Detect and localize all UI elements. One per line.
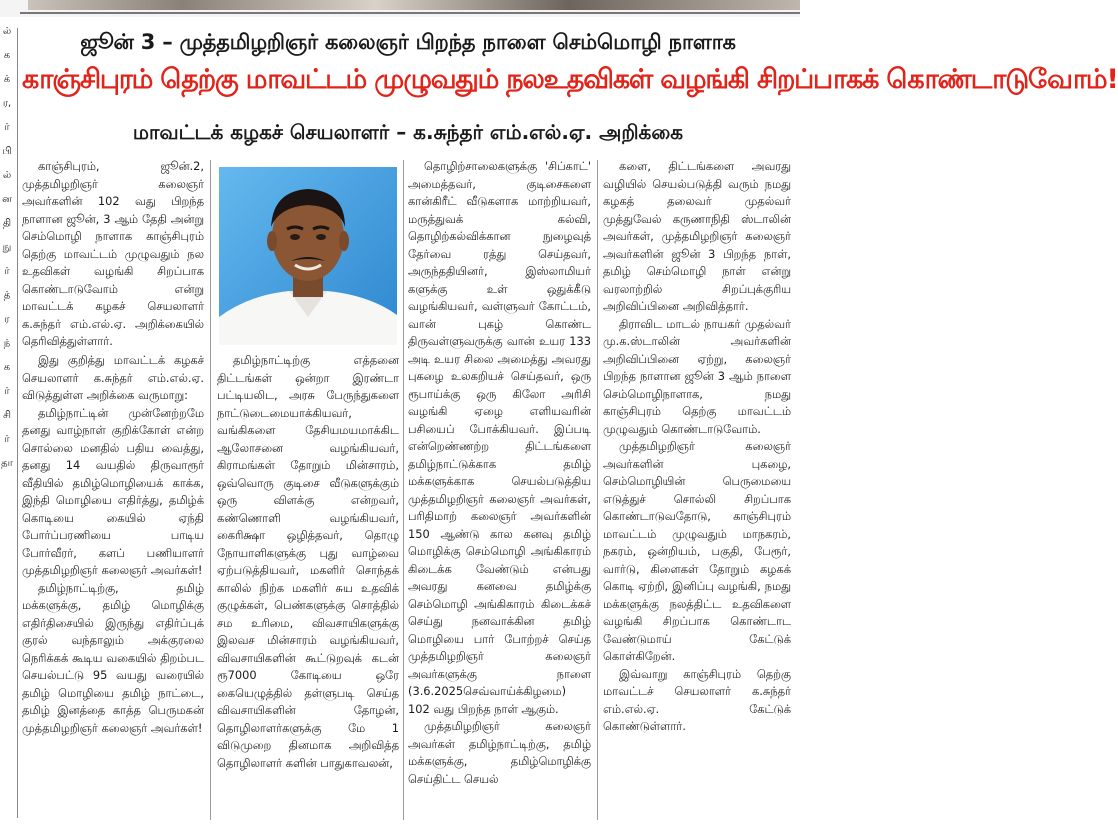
headline-main: காஞ்சிபுரம் தெற்கு மாவட்டம் முழுவதும் நலஉதவிகள் வழங்கி சிறப்பாகக் கொண்டாடுவோம்!: [22, 64, 1118, 95]
article-column-1: [22, 352, 204, 737]
paragraph: இவ்வாறு காஞ்சிபுரம் தெற்கு மாவட்டச் செயலாளர் க.சுந்தர் எம்.எல்.ஏ. கேட்டுக் கொண்டுள்ளார்.: [603, 666, 791, 733]
article-column-2: [217, 352, 399, 772]
article-column-4: [603, 158, 791, 736]
portrait-illustration: [219, 167, 397, 345]
paragraph: தமிழ்நாட்டிற்கு எத்தனை திட்டங்கள் ஒன்றா இரண்டா பட்டியலிட, அரசு பேருந்துகளை நாட்டுடைமையாக்கியவர், வங்கிகளை தேசியமயமாக்கிட ஆலோசனை வழங்கியவர், கிராமங்கள் தோறும் மின்சாரம், ஒவ்வொரு குடிசை வீடுகளுக்கும் ஒரு விளக்கு என்றவர், கண்ணொளி வழங்கியவர், கைரிக்ஷா ஒழித்தவர், தொழு நோயாளிகளுக்கு புது வாழ்வை ஏற்படுத்தியவர், மகளிர் சொந்தக் காலில் நிற்க மகளிர் சுய உதவிக் குழுக்கள், பெண்களுக்கு சொத்தில் சம உரிமை, விவசாயிகளுக்கு இலவச மின்சாரம் வழங்கியவர், விவசாயிகளின் கூட்டுறவுக் கடன் ரூ7000 கோடியை ஒரே கையெழுத்தில் தள்ளுபடி செய்த விவசாயிகளின் தோழன், தொழிலாளர்களுக்கு மே 1 விடுமுறை தினமாக அறிவித்த தொழிலாளர் களின் பாதுகாவலன்,: [217, 353, 399, 770]
previous-photo-edge: [28, 0, 800, 10]
paragraph: தொழிற்சாலைகளுக்கு 'சிப்காட்' அமைத்தவர், குடிசைகளை கான்கிரீட் வீடுகளாக மாற்றியவர், மருத்துவக் கல்வி, தொழிற்கல்விக்கான நுழைவுத் தேர்வை ரத்து செய்தவர், அருந்ததியினர், இஸ்லாமியர் களுக்கு உள் ஒதுக்கீடு வழங்கியவர், வள்ளுவர் கோட்டம், வான் புகழ் கொண்ட திருவள்ளுவருக்கு வான் உயர 133 அடி உயர சிலை அமைத்து அவரது புகழை உலகறியச் செய்தவர், ஒரு ரூபாய்க்கு ஒரு கிலோ அரிசி வழங்கி ஏழை எளியவரின் பசியைப் போக்கியவர். இப்படி என்றெண்ணற்ற திட்டங்களை தமிழ்நாட்டுக்காக தமிழ் மக்களுக்காக செயல்படுத்திய முத்தமிழறிஞர் கலைஞர் அவர்கள், பரிதிமாற் கலைஞர் அவர்களின் 150 ஆண்டு கால கனவு தமிழ் மொழிக்கு செம்மொழி அங்கிகாரம் கிடைக்க வேண்டும் என்பது அவரது கனவை தமிழ்க்கு செம்மொழி அங்கிகாரம் கிடைக்கச் செய்து நனவாக்கின தமிழ் மொழியை பார் போற்றச் செய்த முத்தமிழறிஞர் கலைஞர் அவர்களுக்கு நாளை (3.6.2025செவ்வாய்க்கிழமை) 102 வது பிறந்த நாள் ஆகும்.: [408, 159, 591, 716]
column-divider: [210, 160, 211, 820]
paragraph: திராவிட மாடல் நாயகர் முதல்வர் மு.க.ஸ்டாலின் அவர்களின் அறிவிப்பினை ஏற்று, கலைஞர் பிறந்த நாளான ஜூன் 3 ஆம் நாளை செம்மொழிநாளாக, நமது காஞ்சிபுரம் தெற்கு மாவட்டம் முழுவதும் கொண்டாடுவோம்.: [603, 316, 791, 436]
paragraph: முத்தமிழறிஞர் கலைஞர் அவர்கள் தமிழ்நாட்டிற்கு, தமிழ் மக்களுக்கு, தமிழ்மொழிக்கு செய்திட்ட செயல்: [408, 719, 591, 786]
top-rule: [20, 12, 800, 14]
paragraph: தமிழ்நாட்டின் முன்னேற்றமே தனது வாழ்நாள் குறிக்கோள் என்ற சொல்லை மனதில் பதிய வைத்து, தனது 14 வயதில் திருவாரூர் வீதியில் தமிழ்மொழியைக் காக்க, இந்தி மொழியை எதிர்த்து, தமிழ்க் கொடியை கையில் ஏந்தி போர்ப்பரணியை பாடிய போர்வீரர், களப் பணியாளர் முத்தமிழறிஞர் கலைஞர் அவர்கள்!: [22, 405, 204, 577]
column-divider: [597, 160, 598, 820]
paragraph: களை, திட்டங்களை அவரது வழியில் செயல்படுத்தி வரும் நமது கழகத் தலைவர் முதல்வர் முத்துவேல் கருணாநிதி ஸ்டாலின் அவர்கள், முத்தமிழறிஞர் கலைஞர் அவர்களின் ஜூன் 3 பிறந்த நாள், தமிழ் செம்மொழி நாள் என்று வரலாற்றில் சிறப்புக்குரிய அறிவிப்பினை அறிவித்தார்.: [603, 159, 791, 313]
column-divider: [403, 160, 404, 820]
adjacent-column-fragment: ல் க க் ர, ர் பி ல் ன தி நு ர் த் ர ந் க ர் சி ர் தா: [1, 26, 13, 469]
paragraph: காஞ்சிபுரம், ஜூன்.2, முத்தமிழறிஞர் கலைஞர் அவர்களின் 102 வது பிறந்த நாளான ஜூன், 3 ஆம் தேதி அன்று செம்மொழி நாளாக காஞ்சிபுரம் தெற்கு மாவட்டம் முழுவதும் நல உதவிகள் வழங்கி சிறப்பாக கொண்டாடுவோம் என்று மாவட்டக் கழகச் செயலாளர் க.சுந்தர் எம்.எல்.ஏ. அறிக்கையில் தெரிவித்துள்ளார்.: [22, 159, 204, 348]
article-column-3: [408, 158, 591, 788]
paragraph: தமிழ்நாட்டிற்கு, தமிழ் மக்களுக்கு, தமிழ் மொழிக்கு எதிர்திசையில் இருந்து எதிர்ப்புக் குரல் வந்தாலும் அக்குரலை நெரிக்கக் கூடிய வகையில் திறம்பட செயல்பட்டு 95 வயது வரையில் தமிழ் மொழியை தமிழ் நாட்டை, தமிழ் இனத்தை காத்த பெருமகன் முத்தமிழறிஞர் கலைஞர் அவர்கள்!: [22, 580, 204, 735]
portrait-photo: [219, 167, 397, 345]
headline-byline: மாவட்டக் கழகச் செயலாளர் – க.சுந்தர் எம்.எல்.ஏ. அறிக்கை: [132, 120, 684, 144]
headline-kicker: ஜூன் 3 – முத்தமிழறிஞர் கலைஞர் பிறந்த நாளை செம்மொழி நாளாக: [80, 30, 736, 54]
paragraph: இது குறித்து மாவட்டக் கழகச் செயலாளர் க.சுந்தர் எம்.எல்.ஏ. விடுத்துள்ள அறிக்கை வருமாறு:: [22, 353, 204, 402]
article-column-1-intro: [22, 158, 204, 351]
paragraph: முத்தமிழறிஞர் கலைஞர் அவர்களின் புகழை, செம்மொழியின் பெருமையை எடுத்துச் சொல்லி சிறப்பாக கொண்டாடுவதோடு, காஞ்சிபுரம் மாவட்டம் முழுவதும் மாநகரம், நகரம், ஒன்றியம், பகுதி, பேரூர், வார்டு, கிளைகள் தோறும் கழகக் கொடி ஏற்றி, இனிப்பு வழங்கி, நமது மக்களுக்கு நலத்திட்ட உதவிகளை வழங்கி சிறப்பாக கொண்டாட வேண்டுமாய் கேட்டுக் கொள்கிறேன்.: [603, 439, 791, 663]
left-divider: [17, 28, 18, 818]
